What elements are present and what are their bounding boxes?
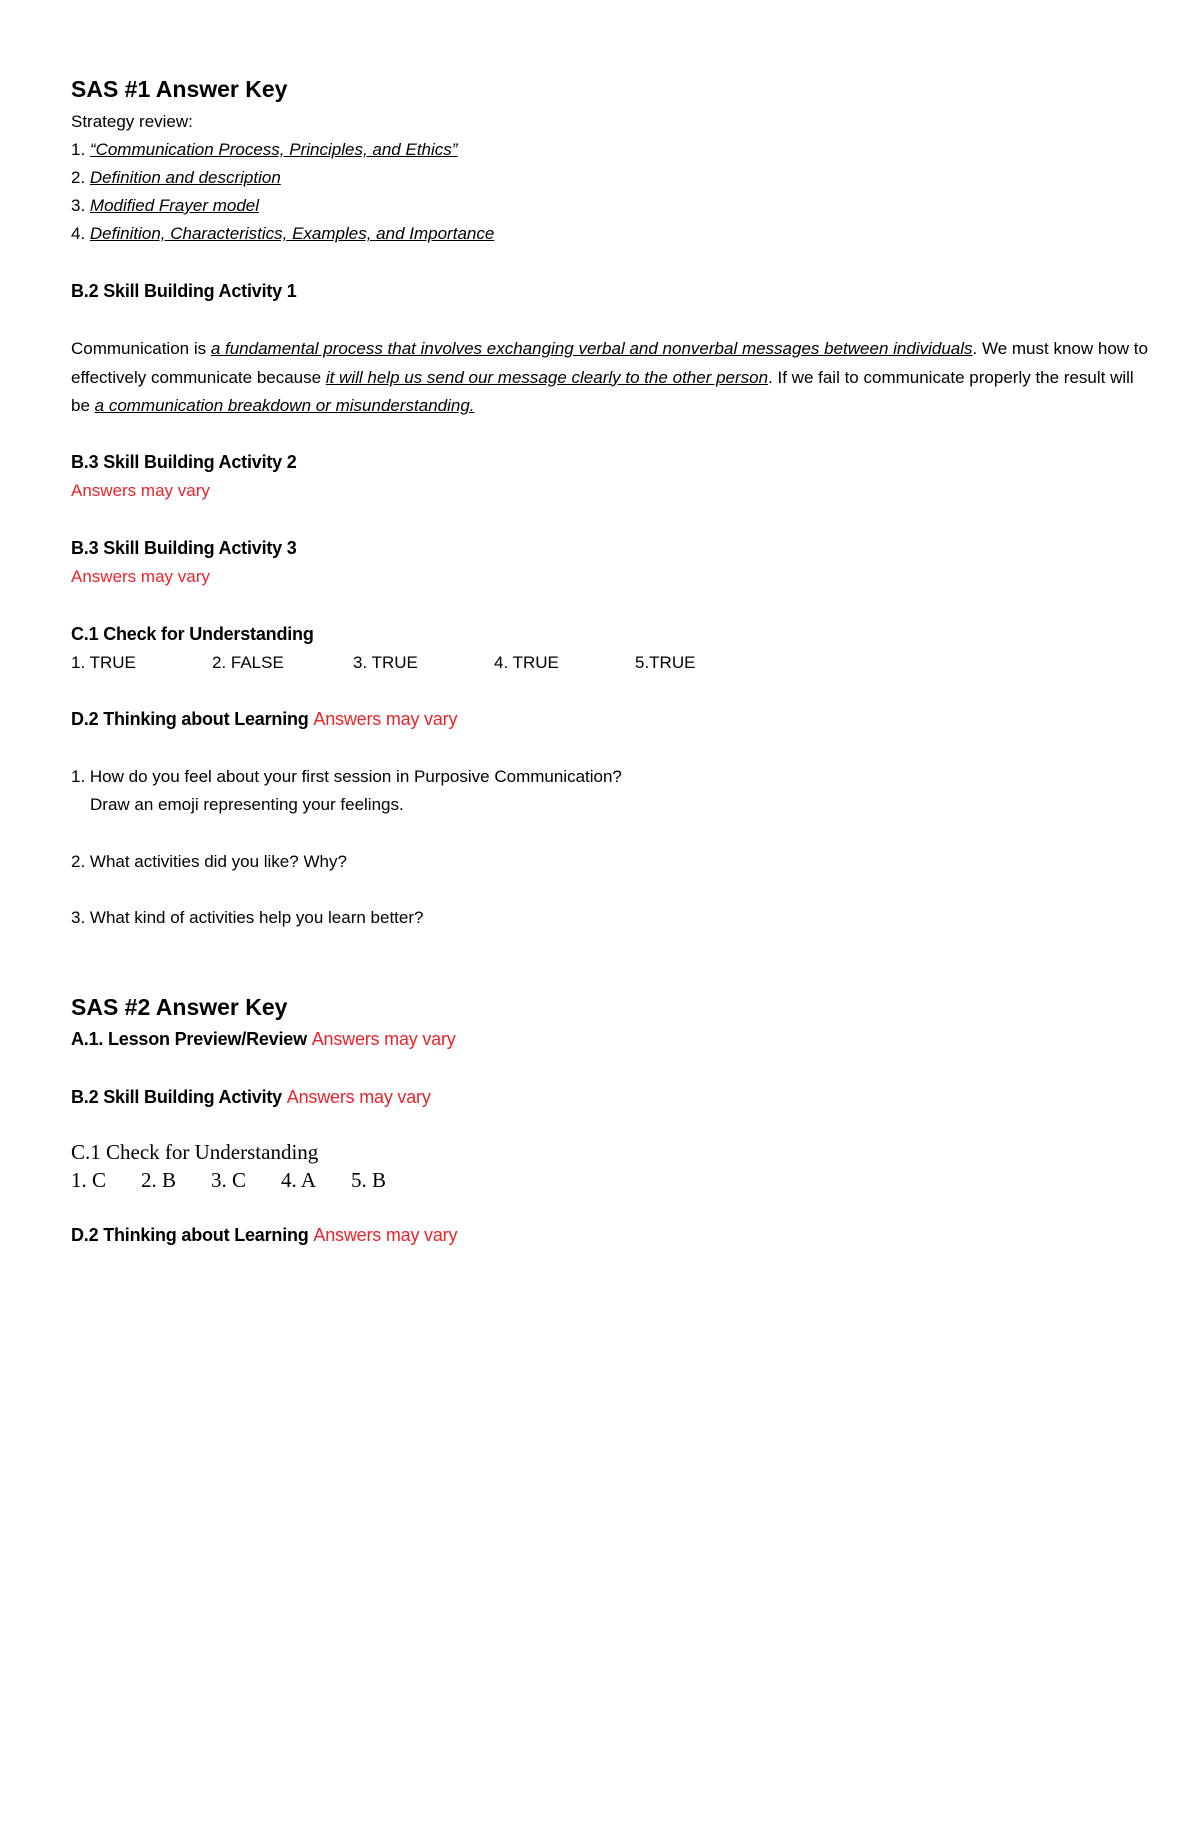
question-1-line-1: 1. How do you feel about your first session in Purposive Communication? bbox=[71, 767, 622, 786]
sas2-b2-heading-text: B.2 Skill Building Activity bbox=[71, 1087, 282, 1107]
sas2-c1-answer: 3. C bbox=[211, 1168, 247, 1192]
strategy-item-number: 3. bbox=[71, 196, 90, 215]
c1-answer: 2. FALSE bbox=[212, 653, 284, 672]
sas2-c1-answer: 2. B bbox=[141, 1168, 177, 1192]
c1-answer: 1. TRUE bbox=[71, 653, 136, 672]
strategy-item-number: 2. bbox=[71, 168, 90, 187]
sas2-b2-note: Answers may vary bbox=[286, 1087, 431, 1107]
sas2-c1-answer: 4. A bbox=[281, 1168, 317, 1192]
c1-answer: 4. TRUE bbox=[494, 653, 559, 672]
b3-activity-2-note: Answers may vary bbox=[71, 481, 210, 500]
a1-note: Answers may vary bbox=[311, 1029, 456, 1049]
sas2-d2-heading-text: D.2 Thinking about Learning bbox=[71, 1225, 309, 1245]
strategy-item-text: Modified Frayer model bbox=[89, 196, 260, 215]
strategy-item-1 bbox=[71, 136, 457, 164]
question-2: 2. What activities did you like? Why? bbox=[71, 852, 347, 871]
paragraph-text: . If we fail to communicate properly the result will be bbox=[71, 367, 1134, 415]
a1-heading bbox=[71, 1025, 456, 1053]
strategy-item-text: Definition, Characteristics, Examples, and Importance bbox=[89, 224, 495, 243]
b3-activity-3-heading: B.3 Skill Building Activity 3 bbox=[71, 538, 297, 558]
d2-heading bbox=[71, 705, 457, 733]
strategy-review-label: Strategy review: bbox=[71, 112, 193, 131]
question-3: 3. What kind of activities help you learn better? bbox=[71, 908, 424, 927]
b2-heading: B.2 Skill Building Activity 1 bbox=[71, 281, 297, 301]
strategy-item-2 bbox=[71, 164, 281, 192]
communication-paragraph bbox=[71, 335, 1151, 421]
a1-heading-text: A.1. Lesson Preview/Review bbox=[71, 1029, 307, 1049]
paragraph-text: . We must know how to effectively communicate because bbox=[71, 339, 1148, 387]
strategy-item-4 bbox=[71, 220, 494, 248]
b3-activity-3-note: Answers may vary bbox=[71, 567, 210, 586]
c1-answer: 5.TRUE bbox=[635, 653, 696, 672]
c1-heading: C.1 Check for Understanding bbox=[71, 624, 314, 644]
c1-answer: 3. TRUE bbox=[353, 653, 418, 672]
sas2-c1-heading: C.1 Check for Understanding bbox=[71, 1140, 319, 1164]
b3-activity-2-heading: B.3 Skill Building Activity 2 bbox=[71, 452, 297, 472]
paragraph-text: Communication is bbox=[71, 339, 211, 358]
sas1-title: SAS #1 Answer Key bbox=[71, 76, 288, 102]
sas2-d2-heading bbox=[71, 1221, 457, 1249]
strategy-item-text: “Communication Process, Principles, and Ethics” bbox=[89, 140, 458, 159]
d2-note: Answers may vary bbox=[313, 709, 458, 729]
paragraph-answer-3: a communication breakdown or misunderstanding. bbox=[94, 396, 475, 415]
sas2-c1-answer: 5. B bbox=[351, 1168, 387, 1192]
strategy-item-number: 4. bbox=[71, 224, 90, 243]
sas2-title: SAS #2 Answer Key bbox=[71, 994, 288, 1020]
paragraph-answer-1: a fundamental process that involves exchanging verbal and nonverbal messages between individuals bbox=[210, 339, 973, 358]
sas2-c1-answers bbox=[71, 1166, 386, 1194]
sas2-d2-note: Answers may vary bbox=[313, 1225, 458, 1245]
paragraph-answer-2: it will help us send our message clearly to the other person bbox=[325, 367, 769, 387]
c1-answers bbox=[71, 649, 695, 677]
question-1-line-2: Draw an emoji representing your feelings. bbox=[90, 795, 404, 814]
d2-heading-text: D.2 Thinking about Learning bbox=[71, 709, 309, 729]
strategy-item-number: 1. bbox=[71, 140, 90, 159]
strategy-item-3 bbox=[71, 192, 259, 220]
strategy-item-text: Definition and description bbox=[89, 168, 281, 187]
sas2-c1-answer: 1. C bbox=[71, 1168, 107, 1192]
sas2-b2-heading bbox=[71, 1083, 431, 1111]
